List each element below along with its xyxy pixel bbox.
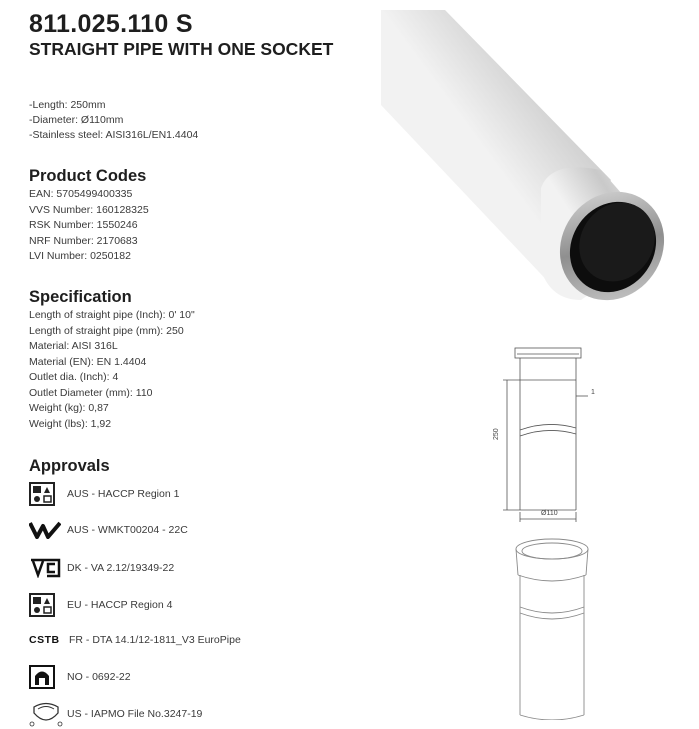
- summary-material: -Stainless steel: AISI316L/EN1.4404: [29, 129, 199, 141]
- va-icon: [29, 556, 63, 580]
- spec-material-en: Material (EN): EN 1.4404: [29, 355, 147, 368]
- product-code-title: 811.025.110 S: [29, 10, 193, 38]
- spec-outlet-mm: Outlet Diameter (mm): 110: [29, 386, 153, 399]
- spec-weight-lbs: Weight (lbs): 1,92: [29, 417, 112, 430]
- approval-label: DK - VA 2.12/19349-22: [67, 562, 175, 574]
- approval-label: FR - DTA 14.1/12-1811_V3 EuroPipe: [69, 634, 241, 646]
- spec-material: Material: AISI 316L: [29, 340, 118, 352]
- diameter-dimension-label: Ø110: [541, 510, 558, 517]
- code-vvs: VVS Number: 160128325: [29, 203, 149, 216]
- approval-label: US - IAPMO File No.3247-19: [67, 708, 203, 720]
- approval-label: NO - 0692-22: [67, 671, 131, 683]
- approval-item: [29, 518, 188, 542]
- spec-weight-kg: Weight (kg): 0,87: [29, 402, 109, 414]
- approval-label: AUS - HACCP Region 1: [67, 488, 180, 500]
- spec-length-mm: Length of straight pipe (mm): 250: [29, 324, 184, 337]
- approval-label: AUS - WMKT00204 - 22C: [67, 524, 188, 536]
- code-ean: EAN: 5705499400335: [29, 188, 133, 200]
- summary-length: -Length: 250mm: [29, 99, 106, 111]
- code-lvi: LVI Number: 0250182: [29, 250, 131, 262]
- product-name: STRAIGHT PIPE WITH ONE SOCKET: [29, 39, 334, 59]
- pipe-lineart-image: [508, 535, 596, 720]
- cstb-logo: [29, 628, 67, 652]
- cstb-logo-text: CSTB: [29, 634, 60, 646]
- product-codes-heading: Product Codes: [29, 167, 147, 185]
- code-rsk: RSK Number: 1550246: [29, 219, 138, 231]
- spec-length-inch: Length of straight pipe (Inch): 0' 10": [29, 309, 195, 321]
- watermark-icon: [29, 518, 63, 542]
- specification-heading: Specification: [29, 288, 132, 306]
- approval-item: [29, 702, 202, 726]
- sintef-icon: [29, 665, 63, 689]
- spec-outlet-inch: Outlet dia. (Inch): 4: [29, 371, 119, 383]
- approval-item: [29, 665, 131, 689]
- pipe-dimension-drawing: [495, 340, 605, 530]
- approval-item: [29, 482, 179, 506]
- pipe-product-image: [381, 10, 671, 308]
- wall-dimension-label: 1: [591, 389, 595, 396]
- approval-item: [29, 593, 172, 617]
- approvals-heading: Approvals: [29, 457, 110, 475]
- product-codes-list: [29, 187, 149, 265]
- haccp-icon: [29, 593, 63, 617]
- summary-diameter: -Diameter: Ø110mm: [29, 114, 124, 126]
- approval-item: [29, 556, 174, 580]
- specification-list: [29, 308, 195, 432]
- haccp-icon: [29, 482, 63, 506]
- upc-icon: [29, 702, 63, 726]
- code-nrf: NRF Number: 2170683: [29, 234, 138, 247]
- height-dimension-label: 250: [493, 428, 500, 440]
- approval-item: [29, 628, 241, 652]
- approval-label: EU - HACCP Region 4: [67, 599, 173, 611]
- summary-list: [29, 98, 198, 143]
